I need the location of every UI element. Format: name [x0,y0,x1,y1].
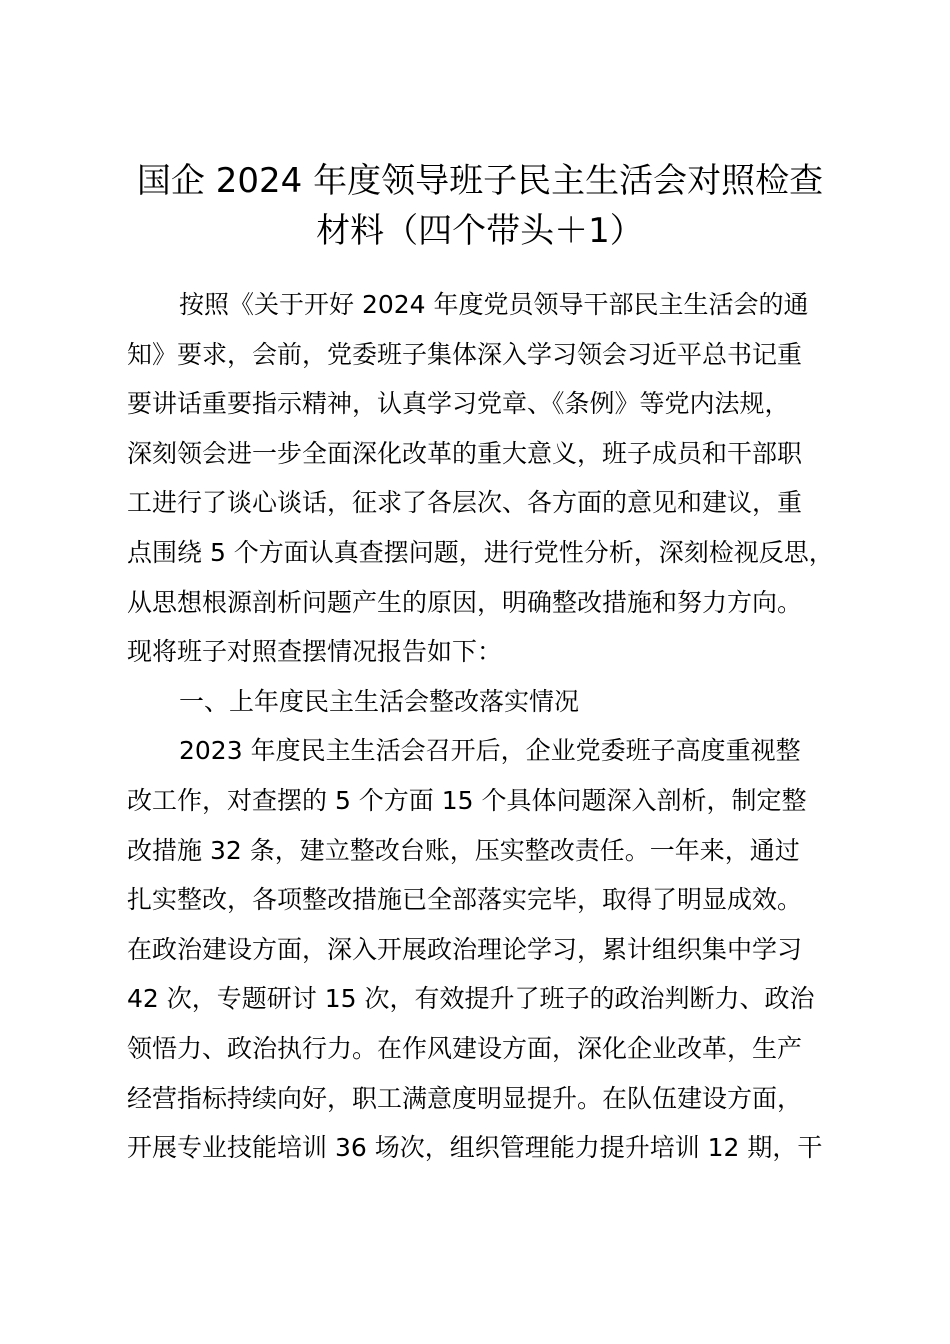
paragraph-line: 要讲话重要指示精神，认真学习党章、《条例》等党内法规， [127,389,790,419]
paragraph-line: 扎实整改，各项整改措施已全部落实完毕，取得了明显成效。 [127,885,803,915]
paragraph-line: 按照《关于开好 2024 年度党员领导干部民主生活会的通 [179,290,809,319]
paragraph-line: 改工作，对查摆的 5 个方面 15 个具体问题深入剖析，制定整 [127,785,807,815]
document-body [127,280,857,1173]
section-heading: 一、上年度民主生活会整改落实情况 [179,686,580,716]
paragraph-line: 经营指标持续向好，职工满意度明显提升。在队伍建设方面， [127,1083,803,1113]
paragraph-line: 在政治建设方面，深入开展政治理论学习，累计组织集中学习 [127,934,803,964]
paragraph-line: 深刻领会进一步全面深化改革的重大意义，班子成员和干部职 [127,438,803,468]
paragraph-line: 工进行了谈心谈话，征求了各层次、各方面的意见和建议，重 [127,488,803,518]
paragraph-line: 从思想根源剖析问题产生的原因，明确整改措施和努力方向。 [127,587,803,617]
paragraph-line: 42 次，专题研讨 15 次，有效提升了班子的政治判断力、政治 [127,984,815,1014]
document-title-line-2: 材料（四个带头＋1） [316,211,644,251]
paragraph-line: 领悟力、政治执行力。在作风建设方面，深化企业改革，生产 [127,1033,803,1063]
paragraph-line: 改措施 32 条，建立整改台账，压实整改责任。一年来，通过 [127,835,800,865]
document-title-line-1: 国企 2024 年度领导班子民主生活会对照检查 [136,161,824,201]
paragraph-line: 2023 年度民主生活会召开后，企业党委班子高度重视整 [179,736,801,766]
paragraph-line: 现将班子对照查摆情况报告如下： [127,637,503,667]
paragraph-line: 知》要求，会前，党委班子集体深入学习领会习近平总书记重 [127,339,803,369]
paragraph-line: 开展专业技能培训 36 场次，组织管理能力提升培训 12 期，干 [127,1133,823,1163]
paragraph-line: 点围绕 5 个方面认真查摆问题，进行党性分析，深刻检视反思， [127,537,834,567]
